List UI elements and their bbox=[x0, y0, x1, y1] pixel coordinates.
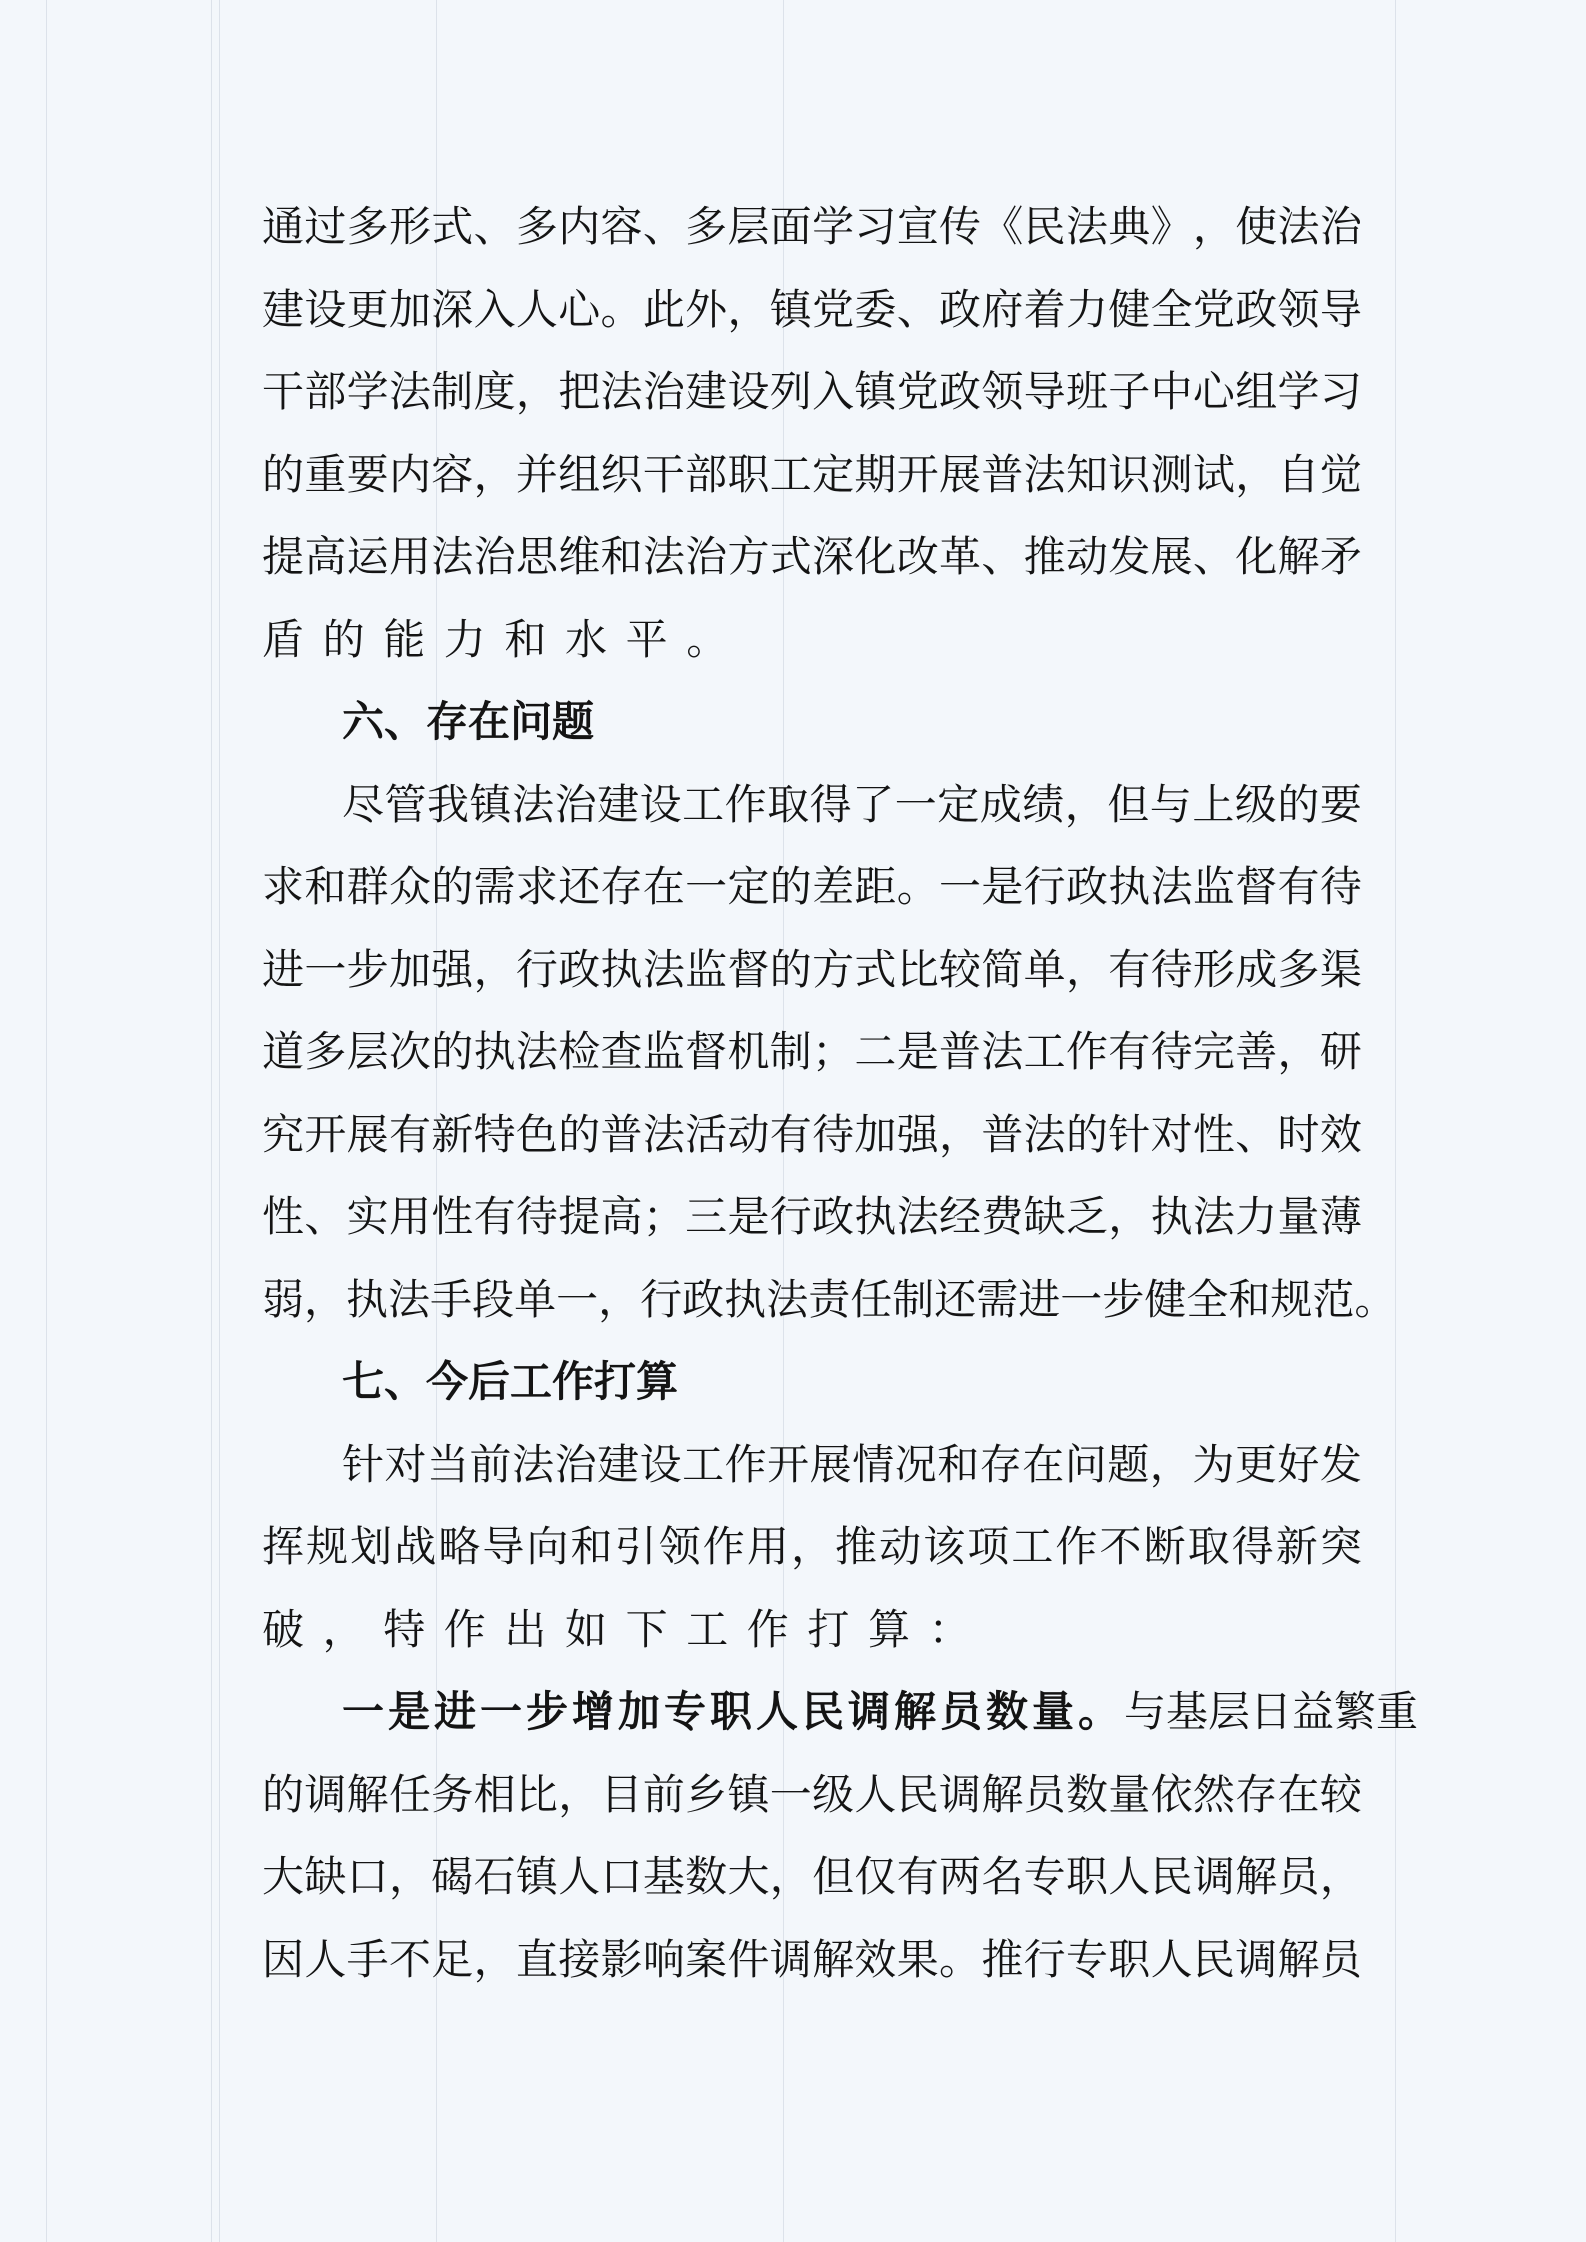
scan-artifact-line bbox=[1395, 0, 1396, 2242]
plan-item-1-text: 与基层日益繁重 bbox=[1124, 1687, 1419, 1736]
plan-item-1-title: 一是进一步增加专职人民调解员数量。 bbox=[342, 1687, 1125, 1736]
paragraph-legal-education bbox=[262, 186, 1362, 681]
text-line bbox=[262, 1671, 1419, 1754]
text-line: 大 缺 口 ， 碣 石 镇 人 口 基 数 大 ， 但 仅 有 两 名 专 职 人 民 调 解 员 ， bbox=[262, 1852, 1362, 1901]
text-line: 尽 管 我 镇 法 治 建 设 工 作 取 得 了 一 定 成 绩 ， 但 与 上 级 的 要 bbox=[342, 779, 1362, 829]
document-page bbox=[262, 186, 1419, 2001]
text-line: 建 设 更 加 深 入 人 心 。 此 外 ， 镇 党 委 、 政 府 着 力 健 全 党 政 领 导 bbox=[262, 284, 1362, 334]
scan-artifact-line bbox=[46, 0, 47, 2242]
text-line: 破，特作出如下工作打算： bbox=[262, 1604, 990, 1654]
paragraph-future-plans-intro bbox=[262, 1424, 1362, 1672]
text-line: 进 一 步 加 强 ， 行 政 执 法 监 督 的 方 式 比 较 简 单 ， 有 待 形 成 多 渠 bbox=[262, 944, 1362, 994]
text-line: 针 对 当 前 法 治 建 设 工 作 开 展 情 况 和 存 在 问 题 ， 为 更 好 发 bbox=[342, 1439, 1362, 1489]
text-line: 究 开 展 有 新 特 色 的 普 法 活 动 有 待 加 强 ， 普 法 的 针 对 性 、 时 效 bbox=[262, 1109, 1362, 1159]
scan-artifact-line bbox=[219, 0, 220, 2242]
text-line: 干 部 学 法 制 度 ， 把 法 治 建 设 列 入 镇 党 政 领 导 班 子 中 心 组 学 习 bbox=[262, 367, 1362, 416]
text-line: 道 多 层 次 的 执 法 检 查 监 督 机 制 ； 二 是 普 法 工 作 有 待 完 善 ， 研 bbox=[262, 1027, 1362, 1076]
text-line: 弱 ， 执 法 手 段 单 一 ， 行 政 执 法 责 任 制 还 需 进 一 步 健 全 和 规 范 。 bbox=[262, 1274, 1397, 1324]
paragraph-existing-problems bbox=[262, 764, 1397, 1342]
text-line: 提 高 运 用 法 治 思 维 和 法 治 方 式 深 化 改 革 、 推 动 发 展 、 化 解 矛 bbox=[262, 532, 1362, 581]
text-line: 因 人 手 不 足 ， 直 接 影 响 案 件 调 解 效 果 。 推 行 专 职 人 民 调 解 员 bbox=[262, 1934, 1362, 1984]
section-heading-existing-problems: 六、存在问题 bbox=[342, 697, 595, 746]
section-heading-future-plans: 七、今后工作打算 bbox=[342, 1357, 679, 1406]
text-line: 的 调 解 任 务 相 比 ， 目 前 乡 镇 一 级 人 民 调 解 员 数 量 依 然 存 在 较 bbox=[262, 1769, 1362, 1819]
scan-artifact-line bbox=[211, 0, 212, 2242]
text-line: 的 重 要 内 容 ， 并 组 织 干 部 职 工 定 期 开 展 普 法 知 识 测 试 ， 自 觉 bbox=[262, 449, 1362, 499]
paragraph-plan-item-1 bbox=[262, 1671, 1419, 2001]
text-line: 性 、 实 用 性 有 待 提 高 ； 三 是 行 政 执 法 经 费 缺 乏 ， 执 法 力 量 薄 bbox=[262, 1192, 1362, 1241]
text-line: 通 过 多 形 式 、 多 内 容 、 多 层 面 学 习 宣 传 《 民 法 典 》 ， 使 法 治 bbox=[262, 202, 1362, 251]
text-line: 求 和 群 众 的 需 求 还 存 在 一 定 的 差 距 。 一 是 行 政 执 法 监 督 有 待 bbox=[262, 862, 1362, 911]
text-line: 挥 规 划 战 略 导 向 和 引 领 作 用 ， 推 动 该 项 工 作 不 断 取 得 新 突 bbox=[262, 1522, 1362, 1571]
text-line: 盾的能力和水平。 bbox=[262, 614, 747, 664]
